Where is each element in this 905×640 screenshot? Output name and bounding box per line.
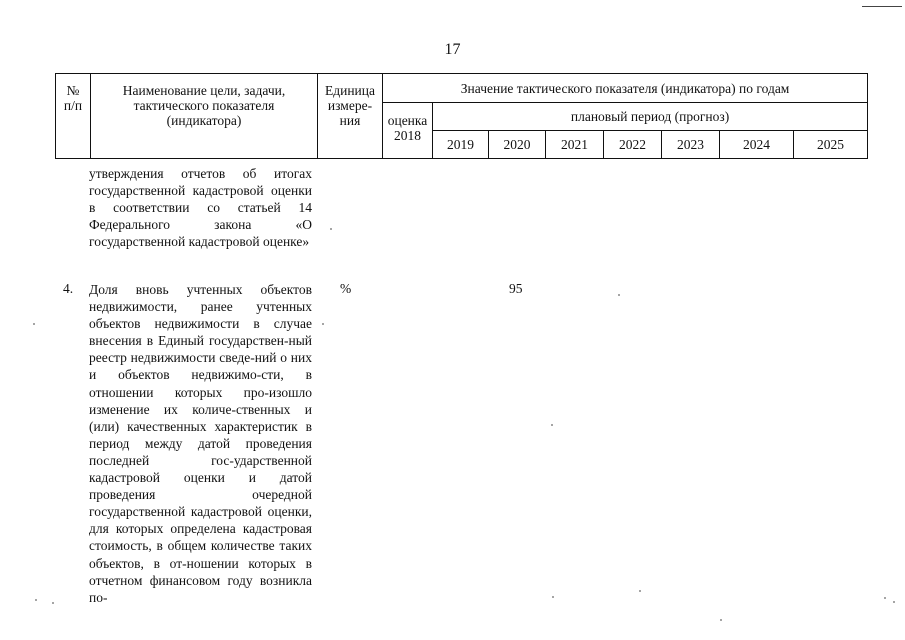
row-4-unit: % bbox=[340, 281, 352, 296]
scan-speck bbox=[552, 596, 554, 598]
column-values-label: Значение тактического показателя (индикатора) по годам bbox=[460, 80, 790, 96]
year-label: 2022 bbox=[619, 137, 646, 152]
scan-speck bbox=[893, 601, 895, 603]
column-plan-header bbox=[433, 103, 868, 131]
scan-speck bbox=[330, 228, 332, 230]
year-label: 2024 bbox=[743, 137, 770, 152]
column-name-label: Наименование цели, задачи, тактического показателя (индикатора) bbox=[122, 83, 286, 128]
column-year-header bbox=[604, 131, 662, 159]
year-label: 2020 bbox=[503, 137, 531, 152]
page-edge-rule bbox=[862, 6, 902, 7]
row-4-value: 95 bbox=[509, 281, 523, 296]
column-number-header bbox=[56, 74, 91, 159]
column-estimate-header bbox=[383, 103, 433, 159]
year-label: 2023 bbox=[677, 137, 704, 152]
year-label: 2019 bbox=[447, 137, 474, 152]
row-4-indicator-text: Доля вновь учтенных объектов недвижимости, ранее учтенных объектов недвижимости в случае внесения в Единый государствен-ный реестр недвижимости сведе-ний о них и объектов недвижимо-сти, в отношении которых про-изошло изменение их количе-ственных и (или) качественных характеристик в период между датой проведения последней гос-ударственной кадастровой оценки и датой проведения очередной государственной кадастровой оценки, для которых определена кадастровая стоимость, в общем количестве таких объектов, в от-ношении которых в отчетном финансовом году возникла по- bbox=[89, 282, 312, 605]
year-label: 2021 bbox=[561, 137, 588, 152]
year-label: 2025 bbox=[817, 137, 845, 152]
column-values-header bbox=[383, 74, 868, 103]
scan-speck bbox=[52, 602, 54, 604]
row-4-number: 4. bbox=[63, 281, 74, 296]
scan-speck bbox=[35, 599, 37, 601]
column-year-header bbox=[720, 131, 794, 159]
scan-speck bbox=[322, 323, 324, 325]
column-estimate-label: оценка 2018 bbox=[387, 113, 428, 143]
row-3-continuation-text: утверждения отчетов об итогах государственной кадастровой оценки в соответствии со статьей 14 Федерального закона «О государственной кадастровой оценке» bbox=[89, 166, 312, 250]
column-unit-label: Единица измере- ния bbox=[324, 83, 375, 128]
column-plan-label: плановый период (прогноз) bbox=[570, 109, 730, 124]
scan-speck bbox=[618, 294, 620, 296]
scan-speck bbox=[33, 323, 35, 325]
scan-speck bbox=[720, 619, 722, 621]
column-unit-header bbox=[318, 74, 383, 159]
column-year-header bbox=[546, 131, 604, 159]
indicator-table-header bbox=[55, 73, 868, 159]
column-year-header bbox=[489, 131, 546, 159]
scan-speck bbox=[884, 597, 886, 599]
page-number: 17 bbox=[444, 41, 461, 58]
column-year-header bbox=[433, 131, 489, 159]
column-name-header bbox=[91, 74, 318, 159]
scan-speck bbox=[551, 424, 553, 426]
scan-speck bbox=[639, 590, 641, 592]
column-year-header bbox=[662, 131, 720, 159]
column-number-label: № п/п bbox=[63, 83, 83, 113]
column-year-header bbox=[794, 131, 868, 159]
